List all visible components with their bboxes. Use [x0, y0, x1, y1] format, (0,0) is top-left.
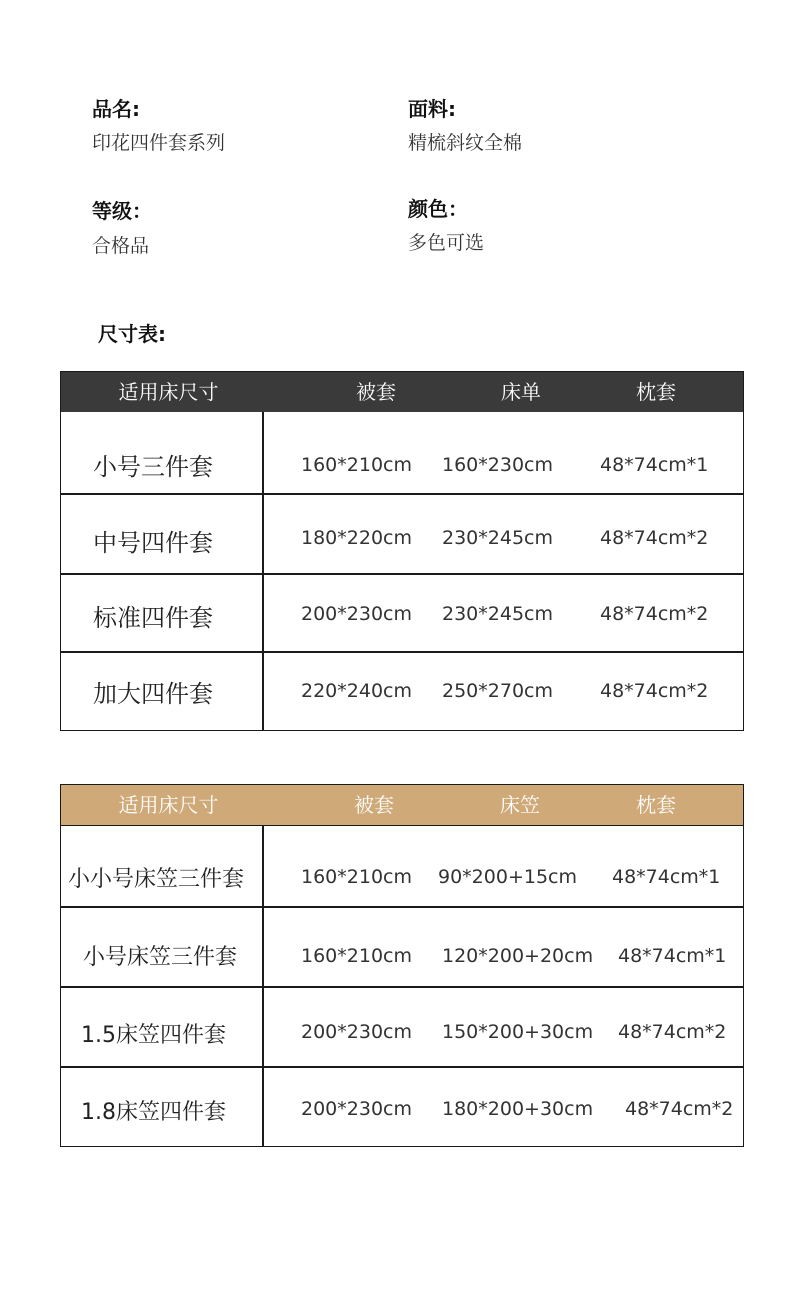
fitted-sheet-size: 150*200+30cm	[442, 1021, 594, 1043]
row-divider	[61, 906, 743, 908]
product-name-value: 印花四件套系列	[92, 132, 226, 154]
row-divider	[61, 493, 743, 495]
grade-label: 等级：	[92, 199, 152, 223]
row-name: 小小号床笠三件套	[68, 867, 245, 892]
row-divider	[61, 1066, 743, 1068]
fitted-sheet-size: 180*200+30cm	[442, 1098, 594, 1120]
row-name: 标准四件套	[93, 604, 213, 632]
row-divider	[61, 651, 743, 653]
header-duvet: 被套	[356, 380, 396, 404]
fabric-label: 面料:	[408, 97, 456, 121]
duvet-size: 200*230cm	[301, 1098, 412, 1120]
sheet-size: 160*230cm	[442, 454, 553, 476]
duvet-size: 180*220cm	[301, 527, 412, 549]
color-value: 多色可选	[408, 232, 485, 254]
pillow-size: 48*74cm*2	[600, 527, 709, 549]
fabric-value: 精梳斜纹全棉	[408, 132, 523, 154]
row-name: 小号三件套	[93, 453, 213, 481]
duvet-size: 200*230cm	[301, 603, 412, 625]
column-divider	[262, 412, 264, 730]
row-name: 加大四件套	[93, 680, 213, 708]
header-fitted-sheet: 床笠	[500, 793, 540, 817]
pillow-size: 48*74cm*1	[600, 454, 709, 476]
pillow-size: 48*74cm*2	[618, 1021, 727, 1043]
fitted-sheet-size: 120*200+20cm	[442, 945, 594, 967]
grade-value: 合格品	[92, 235, 150, 257]
header-bed-size: 适用床尺寸	[118, 380, 219, 404]
product-name-label: 品名:	[92, 97, 140, 121]
row-divider	[61, 986, 743, 988]
row-name: 1.8床笠四件套	[81, 1100, 226, 1125]
header-duvet: 被套	[354, 793, 394, 817]
row-name: 1.5床笠四件套	[81, 1023, 226, 1048]
color-label: 颜色：	[408, 197, 468, 221]
pillow-size: 48*74cm*1	[612, 866, 721, 888]
size-table-standard	[60, 371, 744, 731]
duvet-size: 160*210cm	[301, 866, 412, 888]
header-pillow: 枕套	[636, 380, 676, 404]
row-name: 小号床笠三件套	[83, 945, 238, 970]
pillow-size: 48*74cm*2	[600, 603, 709, 625]
sheet-size: 230*245cm	[442, 527, 553, 549]
size-table-title: 尺寸表:	[98, 322, 166, 346]
size-table-fitted	[60, 784, 744, 1147]
pillow-size: 48*74cm*2	[600, 680, 709, 702]
row-divider	[61, 573, 743, 575]
duvet-size: 220*240cm	[301, 680, 412, 702]
sheet-size: 250*270cm	[442, 680, 553, 702]
header-bed-size: 适用床尺寸	[118, 793, 219, 817]
pillow-size: 48*74cm*2	[625, 1098, 734, 1120]
row-name: 中号四件套	[93, 529, 213, 557]
duvet-size: 160*210cm	[301, 454, 412, 476]
table-header	[61, 372, 743, 412]
sheet-size: 230*245cm	[442, 603, 553, 625]
table-header	[61, 785, 743, 826]
pillow-size: 48*74cm*1	[618, 945, 727, 967]
duvet-size: 160*210cm	[301, 945, 412, 967]
fitted-sheet-size: 90*200+15cm	[438, 866, 577, 888]
header-pillow: 枕套	[636, 793, 676, 817]
duvet-size: 200*230cm	[301, 1021, 412, 1043]
header-sheet: 床单	[501, 380, 541, 404]
